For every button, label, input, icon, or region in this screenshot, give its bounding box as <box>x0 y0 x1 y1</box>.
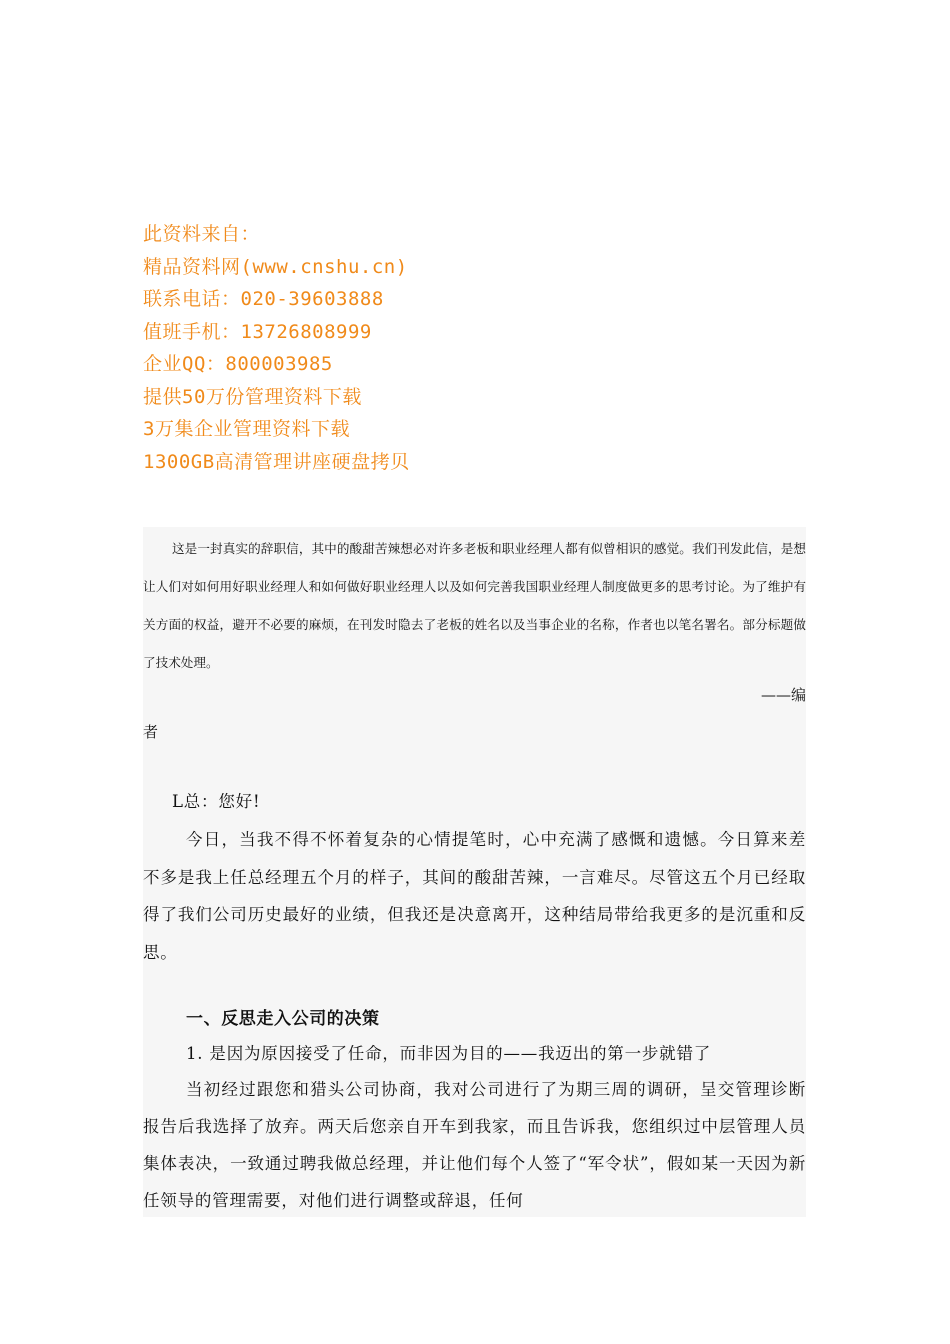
letter-paragraph-2: 当初经过跟您和猎头公司协商，我对公司进行了为期三周的调研，呈交管理诊断报告后我选择了放弃。两天后您亲自开车到我家，而且告诉我，您组织过中层管理人员集体表决，一致通过聘我做总经理，并让他们每个人签了“军令状”，假如某一天因为新任领导的管理需要，对他们进行调整或辞退，任何 <box>143 1080 806 1210</box>
source-offer-3: 1300GB高清管理讲座硬盘拷贝 <box>143 450 410 473</box>
source-mobile: 值班手机：13726808999 <box>143 320 372 343</box>
source-offer-1: 提供50万份管理资料下载 <box>143 385 362 408</box>
source-info-block <box>143 218 703 478</box>
source-website: 精品资料网(www.cnshu.cn) <box>143 255 408 278</box>
letter-greeting: L总：您好! <box>172 792 261 811</box>
source-qq: 企业QQ：800003985 <box>143 353 333 375</box>
editor-signature-dash: ——编 <box>760 686 806 704</box>
editor-signature-tail: 者 <box>143 723 159 741</box>
source-phone: 联系电话：020-39603888 <box>143 288 384 310</box>
source-offer-2: 3万集企业管理资料下载 <box>143 418 350 440</box>
section-subheading: 1. 是因为原因接受了任命，而非因为目的——我迈出的第一步就错了 <box>186 1044 712 1063</box>
source-heading: 此资料来自： <box>143 223 261 245</box>
section-heading: 一、反思走入公司的决策 <box>186 1009 380 1029</box>
editor-intro-paragraph: 这是一封真实的辞职信，其中的酸甜苦辣想必对许多老板和职业经理人都有似曾相识的感觉。我们刊发此信，是想让人们对如何用好职业经理人和如何做好职业经理人以及如何完善我国职业经理人制度做更多的思考讨论。为了维护有关方面的权益，避开不必要的麻烦，在刊发时隐去了老板的姓名以及当事企业的名称，作者也以笔名署名。部分标题做了技术处理。 <box>143 541 806 670</box>
letter-paragraph-1: 今日，当我不得不怀着复杂的心情提笔时，心中充满了感慨和遗憾。今日算来差不多是我上任总经理五个月的样子，其间的酸甜苦辣，一言难尽。尽管这五个月已经取得了我们公司历史最好的业绩，但我还是决意离开，这种结局带给我更多的是沉重和反思。 <box>143 830 806 962</box>
